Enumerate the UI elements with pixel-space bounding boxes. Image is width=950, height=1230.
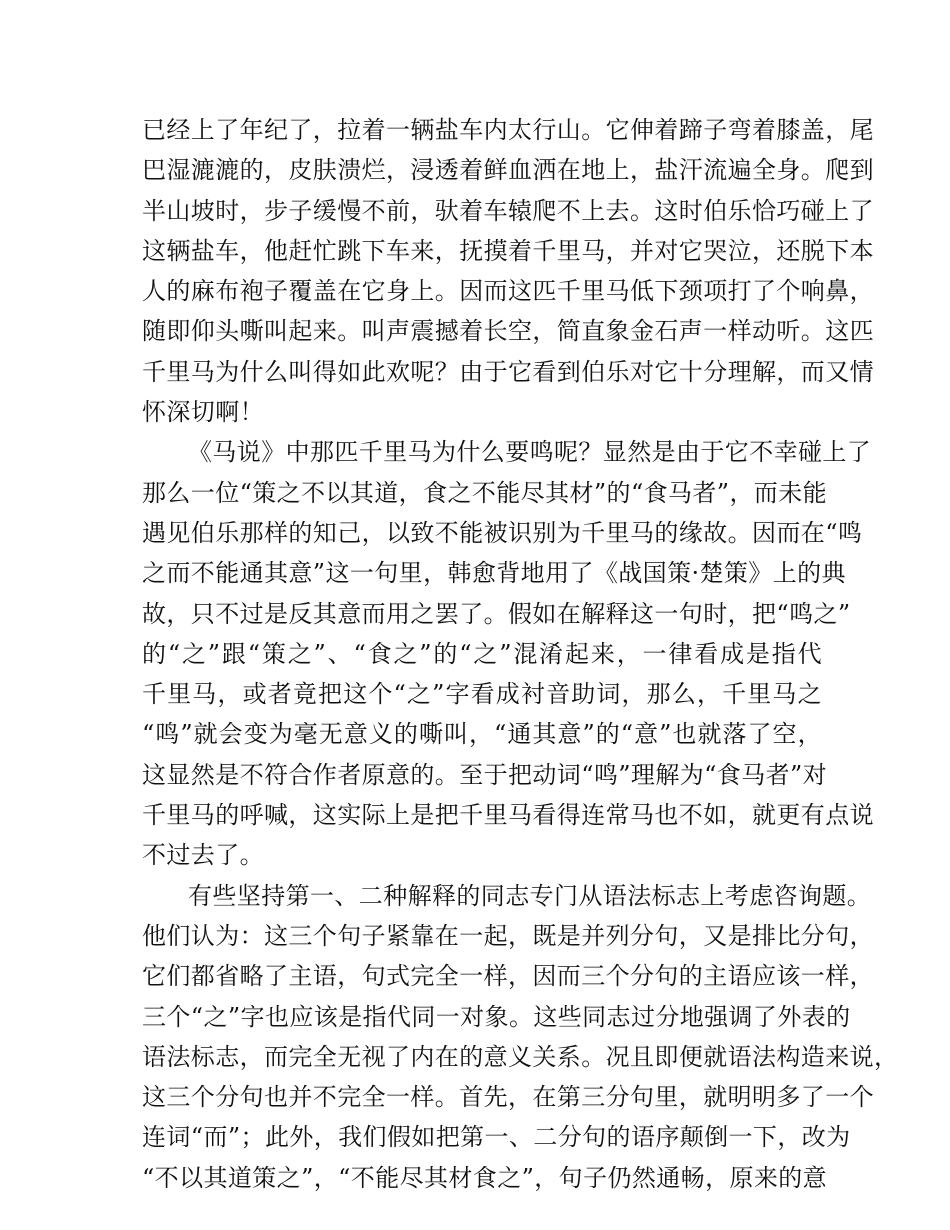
text-line: 它们都省略了主语，句式完全一样，因而三个分句的主语应该一样， <box>142 962 874 991</box>
body-text <box>142 110 899 1198</box>
text-line: 半山坡时，步子缓慢不前，驮着车辕爬不上去。这时伯乐恰巧碰上了 <box>142 196 874 225</box>
text-line: 人的麻布袍子覆盖在它身上。因而这匹千里马低下颈项打了个响鼻， <box>142 277 874 306</box>
paragraph-3 <box>142 876 899 1198</box>
text-line: 千里马的呼喊，这实际上是把千里马看得连常马也不如，就更有点说 <box>142 801 874 830</box>
text-line: 三个“之”字也应该是指代同一对象。这些同志过分地强调了外表的 <box>142 1002 851 1031</box>
text-line: 不过去了。 <box>142 841 264 870</box>
text-line: 的“之”跟“策之”、“食之”的“之”混淆起来，一律看成是指代 <box>142 639 822 668</box>
text-line: 语法标志，而完全无视了内在的意义关系。况且即便就语法构造来说， <box>142 1042 899 1071</box>
text-line: 故，只不过是反其意而用之罢了。假如在解释这一句时，把“鸣之” <box>142 599 851 628</box>
text-line: “鸣”就会变为毫无意义的嘶叫，“通其意”的“意”也就落了空， <box>142 720 822 749</box>
text-line: 千里马，或者竟把这个“之”字看成衬音助词，那么，千里马之 <box>142 680 822 709</box>
text-line: 遇见伯乐那样的知己，以致不能被识别为千里马的缘故。因而在“鸣 <box>142 518 863 547</box>
text-line: 这三个分句也并不完全一样。首先，在第三分句里，就明明多了一个 <box>142 1083 874 1112</box>
text-line: “不以其道策之”，“不能尽其材食之”，句子仍然通畅，原来的意 <box>142 1163 828 1192</box>
text-line: 那么一位“策之不以其道，食之不能尽其材”的“食马者”，而未能 <box>142 478 828 507</box>
paragraph-2 <box>142 432 874 875</box>
text-line: 连词“而”；此外，我们假如把第一、二分句的语序颠倒一下，改为 <box>142 1123 851 1152</box>
text-line: 有些坚持第一、二种解释的同志专门从语法标志上考虑咨询题。 <box>188 881 872 910</box>
text-line: 怀深切啊！ <box>142 398 264 427</box>
text-line: 已经上了年纪了，拉着一辆盐车内太行山。它伸着蹄子弯着膝盖，尾 <box>142 116 874 144</box>
text-line: 这辆盐车，他赶忙跳下车来，抚摸着千里马，并对它哭泣，还脱下本 <box>142 236 874 265</box>
text-line: 之而不能通其意”这一句里，韩愈背地用了《战国策·楚策》上的典 <box>142 559 846 588</box>
text-line: 他们认为：这三个句子紧靠在一起，既是并列分句，又是排比分句， <box>142 921 874 950</box>
paragraph-1 <box>142 110 874 432</box>
text-line: 《马说》中那匹千里马为什么要鸣呢？显然是由于它不幸碰上了 <box>188 438 872 467</box>
text-line: 这显然是不符合作者原意的。至于把动词“鸣”理解为“食马者”对 <box>142 760 828 789</box>
text-line: 巴湿漉漉的，皮肤溃烂，浸透着鲜血洒在地上，盐汗流遍全身。爬到 <box>142 156 874 185</box>
text-line: 千里马为什么叫得如此欢呢？由于它看到伯乐对它十分理解，而又情 <box>142 357 874 386</box>
text-line: 随即仰头嘶叫起来。叫声震撼着长空，简直象金石声一样动听。这匹 <box>142 317 874 346</box>
